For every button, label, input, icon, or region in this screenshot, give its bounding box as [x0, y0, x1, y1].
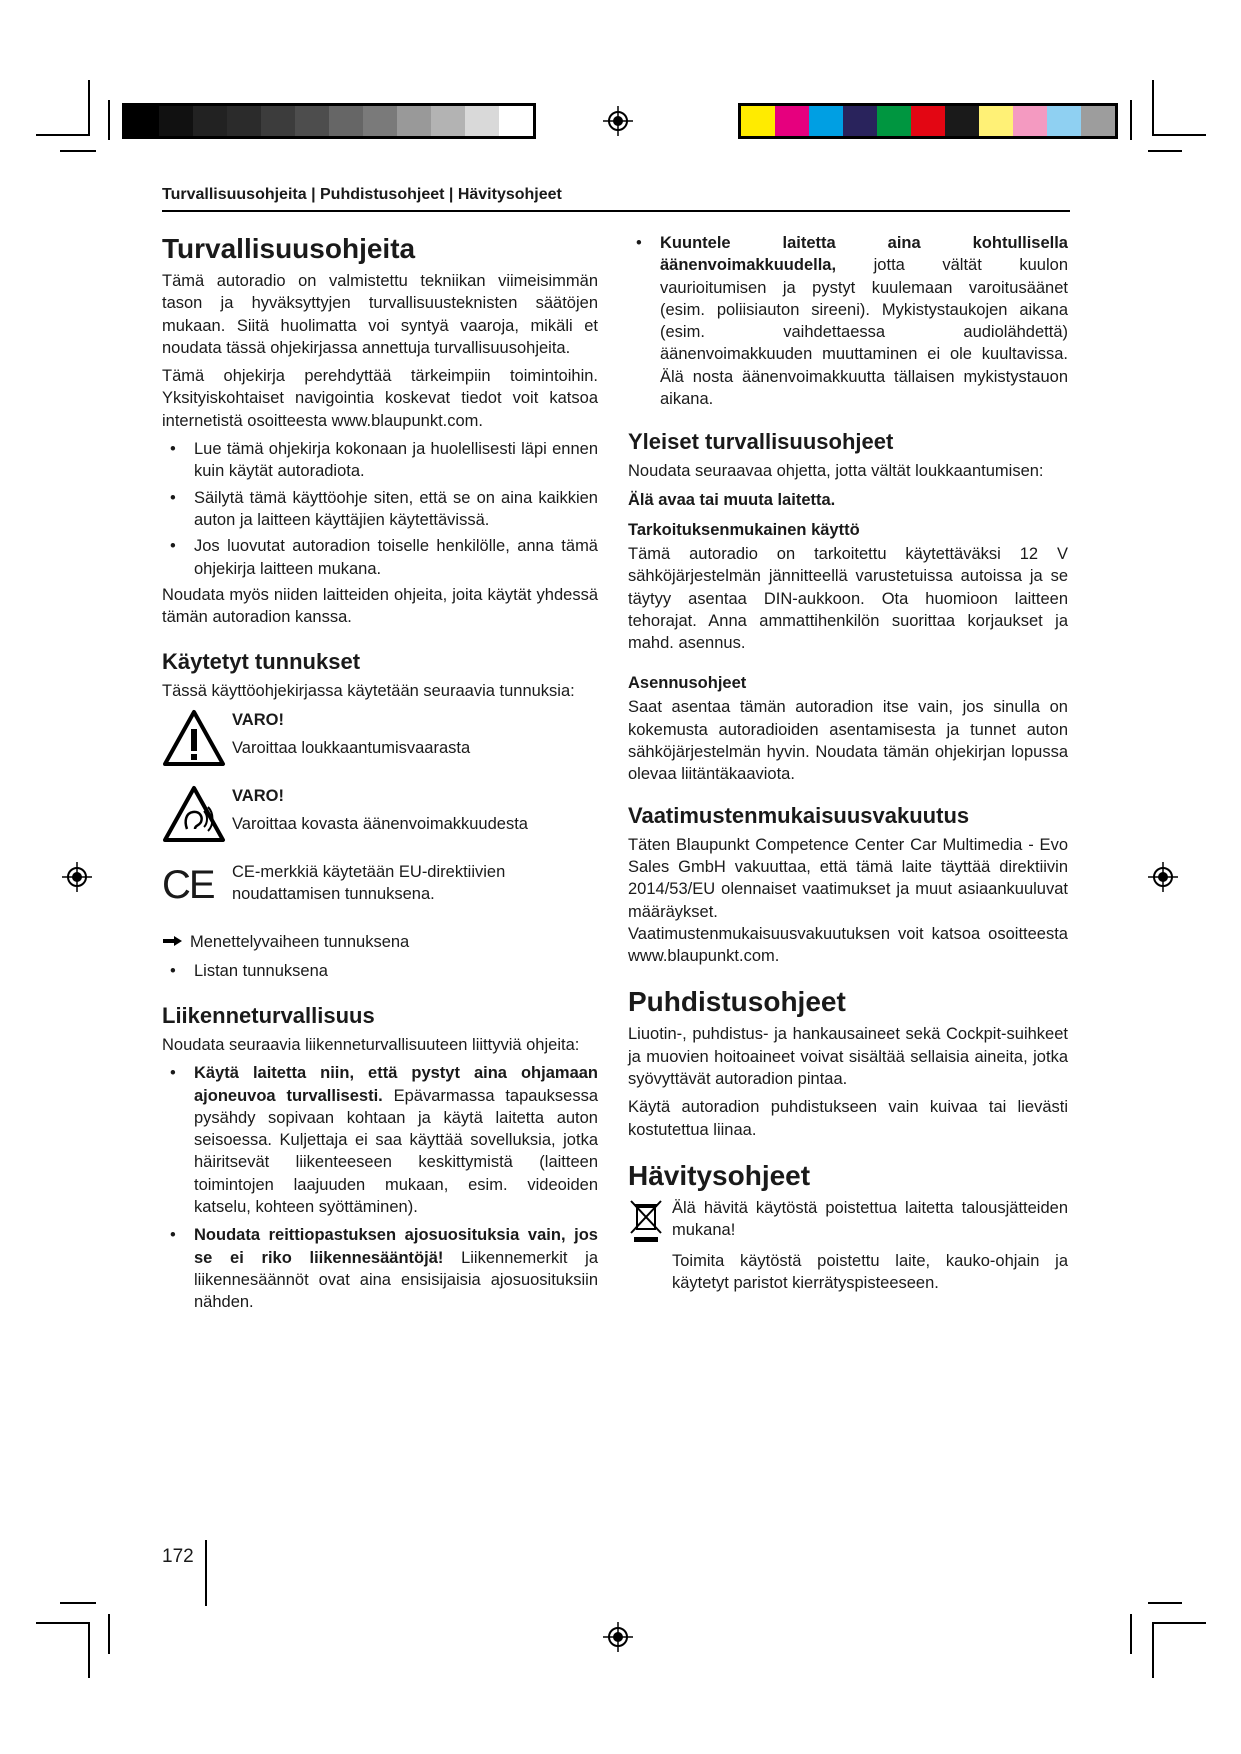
color-swatch: [261, 106, 295, 136]
color-swatch: [809, 106, 843, 136]
color-swatch: [159, 106, 193, 136]
step-text: Menettelyvaiheen tunnuksena: [190, 933, 410, 952]
text: Liikennemerkit ja liikennesäännöt ovat aina ensisijaisia ajosuosituksiin nähden.: [194, 1248, 599, 1312]
paragraph: Käytä autoradion puhdistukseen vain kuivaa tai lievästi kostutettua liinaa.: [628, 1098, 1068, 1139]
paragraph: Täten Blaupunkt Competence Center Car Multimedia - Evo Sales GmbH vakuuttaa, että tämä laite täyttää direktiivin 2014/53/EU olennaiset vaatimukset ja muut asiaankuuluvat määräykset.: [628, 835, 1068, 921]
disposal-row: [628, 1197, 1068, 1300]
color-swatch: [843, 106, 877, 136]
registration-mark-icon: [1148, 862, 1178, 892]
symbol-loud-warning: [162, 785, 598, 843]
color-swatch: [397, 106, 431, 136]
color-swatch: [125, 106, 159, 136]
paragraph: Tässä käyttöohjekirjassa käytetään seuraavia tunnuksia:: [162, 682, 575, 701]
color-swatch: [945, 106, 979, 136]
list-item: • Jos luovutat autoradion toiselle henkilölle, anna tämä ohjekirja laitteen mukana.: [162, 535, 598, 580]
ce-mark-icon: CE: [162, 862, 214, 907]
color-swatch: [1047, 106, 1081, 136]
paragraph: Noudata seuraavaa ohjetta, jotta vältät loukkaantumisen:: [628, 462, 1044, 481]
color-swatch: [877, 106, 911, 136]
paragraph: Tämä ohjekirja perehdyttää tärkeimpiin toimintoihin. Yksityiskohtaiset navigointia koskevat tiedot voit katsoa internetistä osoitteesta www.blaupunkt.com.: [162, 367, 598, 430]
header-rule: [162, 210, 1070, 212]
color-swatch: [911, 106, 945, 136]
paragraph: Noudata myös niiden laitteiden ohjeita, joita käytät yhdessä tämän autoradion kanssa.: [162, 585, 598, 627]
process-color-bar: [738, 103, 1118, 139]
crop-mark: [36, 1622, 90, 1624]
paragraph: Liuotin-, puhdistus- ja hankausaineet sekä Cockpit-suihkeet ja muovien hoitoaineet voivat sisältää sellaisia aineita, jotka syövyttävät autoradion pintaa.: [628, 1025, 1068, 1089]
symbol-ce: [162, 861, 598, 906]
paragraph: Tämä autoradio on tarkoitettu käytettäväksi 12 V sähköjärjestelmän jännitteellä varustetuissa autoissa ja se täytyy asentaa DIN-aukkoon. Ota huomioon laitteen tehorajat. Anna ammattihenkilön suorittaa korjaukset ja mahd. asennus.: [628, 544, 1068, 653]
registration-mark-icon: [62, 862, 92, 892]
bold-text: Käytä laitetta niin, että pystyt aina ohjamaan ajoneuvoa turvallisesti.: [194, 1064, 598, 1105]
paragraph: Saat asentaa tämän autoradion itse vain, jos sinulla on kokemusta autoradioiden asentamisesta ja tunnet auton sähköjärjestelmän hyvin. Noudata tämän ohjekirjan lopussa olevaa liitäntäkaaviota.: [628, 698, 1068, 784]
paragraph: Vaatimustenmukaisuusvakuutuksen voit katsoa osoitteesta www.blaupunkt.com.: [628, 924, 1068, 966]
crop-mark: [1130, 100, 1132, 140]
ce-text: CE-merkkiä käytetään EU-direktiivien noudattamisen tunnuksena.: [232, 862, 506, 904]
text: Epävarmassa tapauksessa pysähdy sopivaan kohtaan ja käytä laitetta auton seisoessa. Kuljettaja ei saa käyttää sovelluksia, jotka häiritsevät liikenteeseen keskittymistä (laitteen toimintojen laajuuden mukaan, esim. videoiden katselu, kohteen syöttäminen).: [194, 1086, 598, 1217]
crop-mark: [60, 150, 96, 152]
text: jotta vältät kuulon vaurioitumisen ja pystyt kuulemaan varoitusäänet (esim. poliisiauton sireeni). Mykistystaukojen aikana (esim. vaihdettaessa audiolähdettä) äänenvoimakkuuden muuttaminen ei ole kuultavissa. Älä nosta äänenvoimakkuutta tällaisen mykistystauon aikana.: [660, 256, 1068, 409]
crop-mark: [36, 134, 90, 136]
warning-title: VARO!: [232, 786, 284, 805]
color-swatch: [741, 106, 775, 136]
list-item: • Lue tämä ohjekirja kokonaan ja huolellisesti läpi ennen kuin käytät autoradiota.: [162, 438, 598, 483]
bold-text: Kuuntele laitetta aina kohtullisella äänenvoimakkuudella,: [660, 234, 1068, 275]
crop-mark: [88, 80, 90, 136]
bold-text: Noudata reittiopastuksen ajosuosituksia vain, jos se ei riko liikennesääntöjä!: [194, 1226, 598, 1267]
paragraph: Tämä autoradio on valmistettu tekniikan viimeisimmän tason ja hyväksyttyjen turvallisuusteknisten säätöjen mukaan. Siitä huolimatta voi syntyä vaaroja, mikäli et noudata tässä ohjekirjassa annettuja turvallisuusohjeita.: [162, 272, 598, 357]
color-swatch: [295, 106, 329, 136]
list-item: [628, 232, 1068, 410]
color-swatch: [1013, 106, 1047, 136]
warning-text: Varoittaa loukkaantumisvaarasta: [232, 739, 471, 758]
crop-mark: [1152, 134, 1206, 136]
symbol-warning: [162, 709, 598, 767]
crop-mark: [1130, 1614, 1132, 1654]
paragraph-bold: Älä avaa tai muuta laitetta.: [628, 490, 836, 509]
running-header: Turvallisuusohjeita | Puhdistusohjeet | Hävitysohjeet: [162, 186, 562, 203]
crop-mark: [108, 1614, 110, 1654]
color-swatch: [775, 106, 809, 136]
section-title-conformity: Vaatimustenmukaisuusvakuutus: [628, 802, 970, 828]
registration-mark-icon: [603, 1622, 633, 1652]
subtitle-installation: Asennusohjeet: [628, 674, 747, 693]
crop-mark: [1152, 1622, 1206, 1624]
color-swatch: [431, 106, 465, 136]
page-number-rule: [205, 1540, 207, 1606]
hearing-warning-icon: [162, 785, 226, 843]
subtitle-intended-use: Tarkoituksenmukainen käyttö: [628, 520, 860, 539]
section-title-traffic: Liikenneturvallisuus: [162, 1002, 375, 1028]
color-swatch: [227, 106, 261, 136]
warning-title: VARO!: [232, 710, 284, 729]
list-item: [162, 1224, 598, 1313]
crop-mark: [60, 1602, 96, 1604]
list-item: • Listan tunnuksena: [162, 960, 598, 982]
warning-triangle-icon: [162, 709, 226, 767]
page-number: 172: [162, 1546, 194, 1567]
registration-mark-icon: [603, 106, 633, 136]
section-title-symbols: Käytetyt tunnukset: [162, 649, 361, 675]
crop-mark: [108, 100, 110, 140]
paragraph: Älä hävitä käytöstä poistettua laitetta talousjätteiden mukana!: [672, 1198, 1068, 1240]
list-item: [162, 1062, 598, 1218]
paragraph: Toimita käytöstä poistettu laite, kauko-ohjain ja käytetyt paristot kierrätyspisteeseen.: [672, 1251, 1068, 1292]
list-item: • Säilytä tämä käyttöohje siten, että se on aina kaikkien auton ja laitteen käyttäjien käytettävissä.: [162, 487, 598, 532]
color-swatch: [193, 106, 227, 136]
crop-mark: [1152, 80, 1154, 136]
color-swatch: [465, 106, 499, 136]
section-title-cleaning: Puhdistusohjeet: [628, 986, 846, 1018]
color-swatch: [1081, 106, 1115, 136]
right-column: [628, 232, 1068, 1300]
crop-mark: [88, 1622, 90, 1678]
section-title-safety: Turvallisuusohjeita: [162, 233, 416, 264]
color-swatch: [329, 106, 363, 136]
color-swatch: [363, 106, 397, 136]
color-swatch: [499, 106, 533, 136]
section-title-disposal: Hävitysohjeet: [628, 1159, 811, 1191]
section-title-general: Yleiset turvallisuusohjeet: [628, 429, 894, 455]
crop-mark: [1152, 1622, 1154, 1678]
warning-text: Varoittaa kovasta äänenvoimakkuudesta: [232, 815, 528, 834]
crop-mark: [1148, 1602, 1182, 1604]
step-symbol-row: [162, 931, 598, 953]
pointing-hand-icon: [162, 935, 184, 949]
paragraph: Noudata seuraavia liikenneturvallisuuteen liittyviä ohjeita:: [162, 1035, 580, 1054]
grayscale-color-bar: [122, 103, 536, 139]
crossed-bin-icon: [628, 1197, 664, 1245]
left-column: [162, 232, 598, 1318]
color-swatch: [979, 106, 1013, 136]
crop-mark: [1148, 150, 1182, 152]
